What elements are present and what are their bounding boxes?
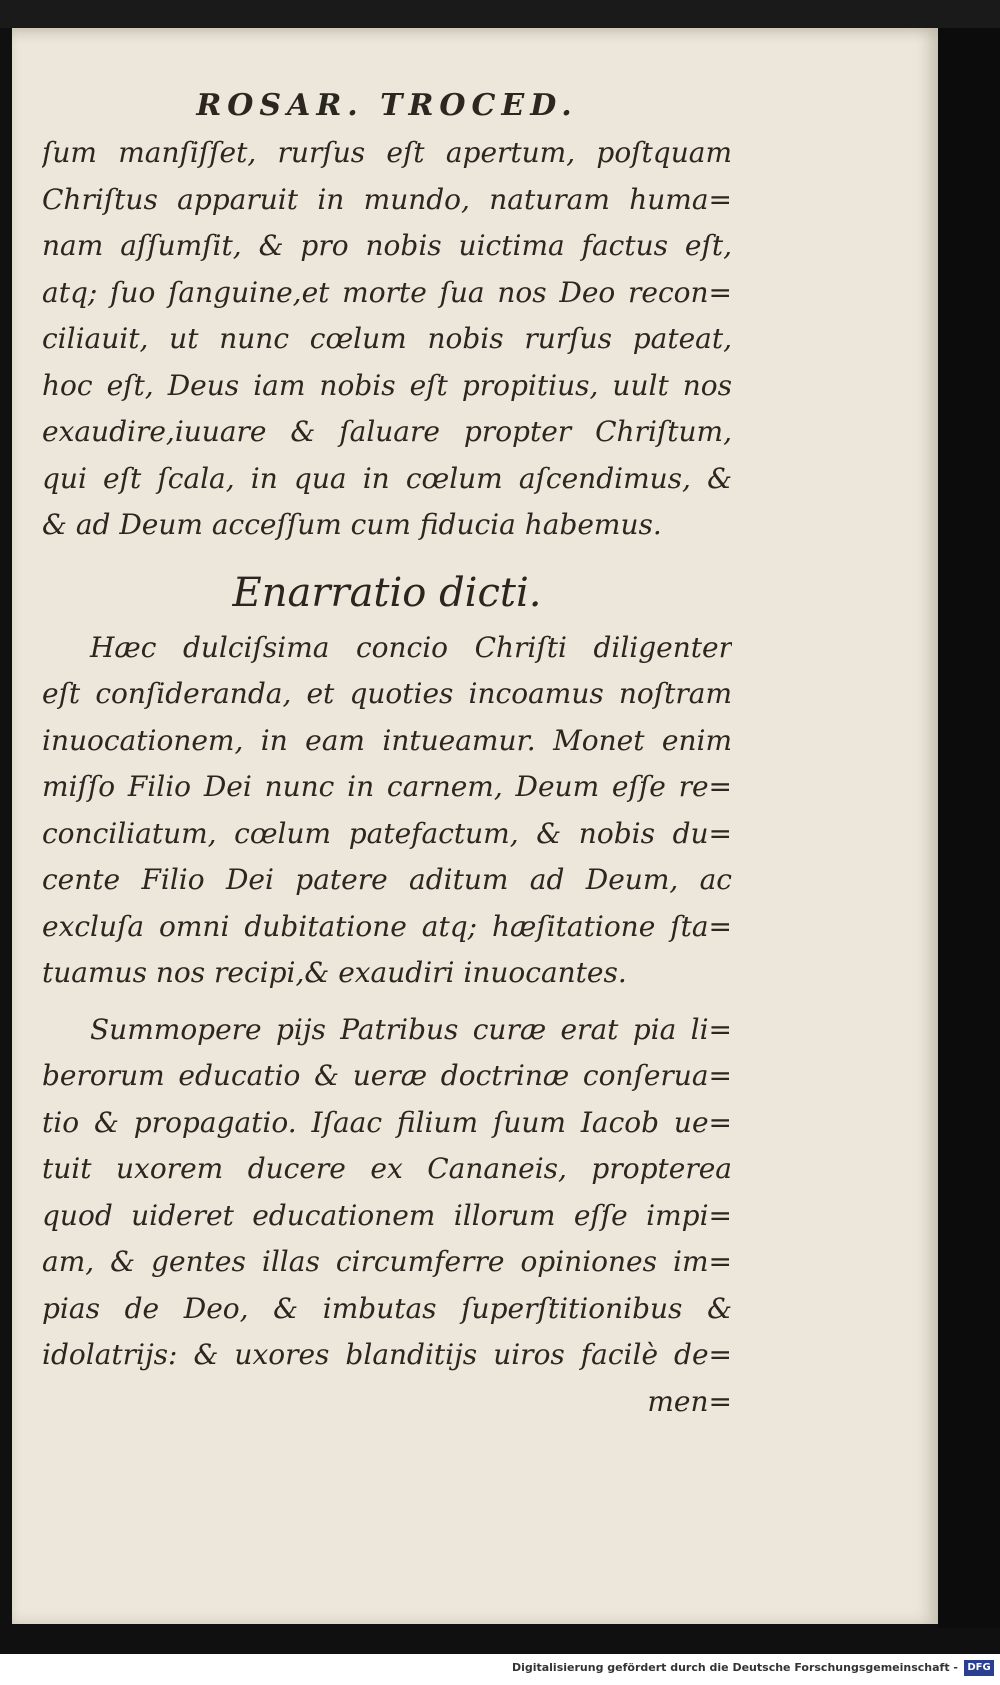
text-line: ſum manſiſſet, rurſus eſt apertum, poſtquam <box>42 136 732 169</box>
book-page <box>12 28 938 1624</box>
text-line: tuamus nos recipi,& exaudiri inuocantes. <box>42 956 627 989</box>
paragraph-1 <box>42 130 732 549</box>
paragraph-2 <box>42 625 732 997</box>
dfg-logo: DFG <box>964 1660 994 1676</box>
catchword: men= <box>647 1384 732 1418</box>
text-block <box>42 86 732 1425</box>
digitization-footer <box>0 1654 1000 1685</box>
text-line: eſt conſideranda, et quoties incoamus noſtram <box>42 677 732 710</box>
text-line: Hæc dulciſsima concio Chriſti diligenter <box>90 630 732 664</box>
text-line: miſſo Filio Dei nunc in carnem, Deum eſſe re= <box>42 770 732 803</box>
scan-background-top <box>0 0 1000 28</box>
text-line: atq; ſuo ſanguine,et morte ſua nos Deo recon= <box>42 275 732 309</box>
text-line: Summopere pijs Patribus curæ erat pia li= <box>90 1012 732 1046</box>
paragraph-gap <box>42 997 732 1007</box>
text-line: nam aſſumſit, & pro nobis uictima factus eſt, <box>42 229 732 262</box>
text-line: tio & propagatio. Iſaac filium ſuum Iacob ue= <box>42 1105 732 1139</box>
text-line: quod uideret educationem illorum eſſe impi= <box>42 1198 732 1232</box>
section-heading: Enarratio dicti. <box>232 569 542 616</box>
running-head: ROSAR. TROCED. <box>196 88 578 123</box>
text-line: ciliauit, ut nunc cœlum nobis rurſus pateat, <box>42 322 732 355</box>
paragraph-3 <box>42 1007 732 1379</box>
text-line: cente Filio Dei patere aditum ad Deum, ac <box>42 863 732 896</box>
text-line: hoc eſt, Deus iam nobis eſt propitius, uult nos <box>42 368 732 402</box>
text-line: pias de Deo, & imbutas ſuperſtitionibus & <box>42 1291 732 1325</box>
text-line: idolatrijs: & uxores blanditijs uiros facilè de= <box>42 1338 732 1371</box>
text-line: & ad Deum acceſſum cum fiducia habemus. <box>42 508 662 541</box>
scan-background-right <box>938 28 1000 1628</box>
text-line: berorum educatio & ueræ doctrinæ conſerua= <box>42 1059 732 1092</box>
text-line: inuocationem, in eam intueamur. Monet enim <box>42 723 732 757</box>
text-line: qui eſt ſcala, in qua in cœlum aſcendimus, & <box>42 461 732 495</box>
text-line: Chriſtus apparuit in mundo, naturam huma= <box>42 182 732 216</box>
text-line: conciliatum, cœlum patefactum, & nobis du= <box>42 816 732 850</box>
funding-credit: Digitalisierung gefördert durch die Deutsche Forschungsgemeinschaft - <box>511 1661 958 1674</box>
text-line: excluſa omni dubitatione atq; hæſitatione ſta= <box>42 909 732 943</box>
text-line: tuit uxorem ducere ex Cananeis, propterea <box>42 1152 732 1185</box>
text-line: exaudire,iuuare & ſaluare propter Chriſtum, <box>42 415 732 448</box>
text-line: am, & gentes illas circumferre opiniones im= <box>42 1245 732 1278</box>
